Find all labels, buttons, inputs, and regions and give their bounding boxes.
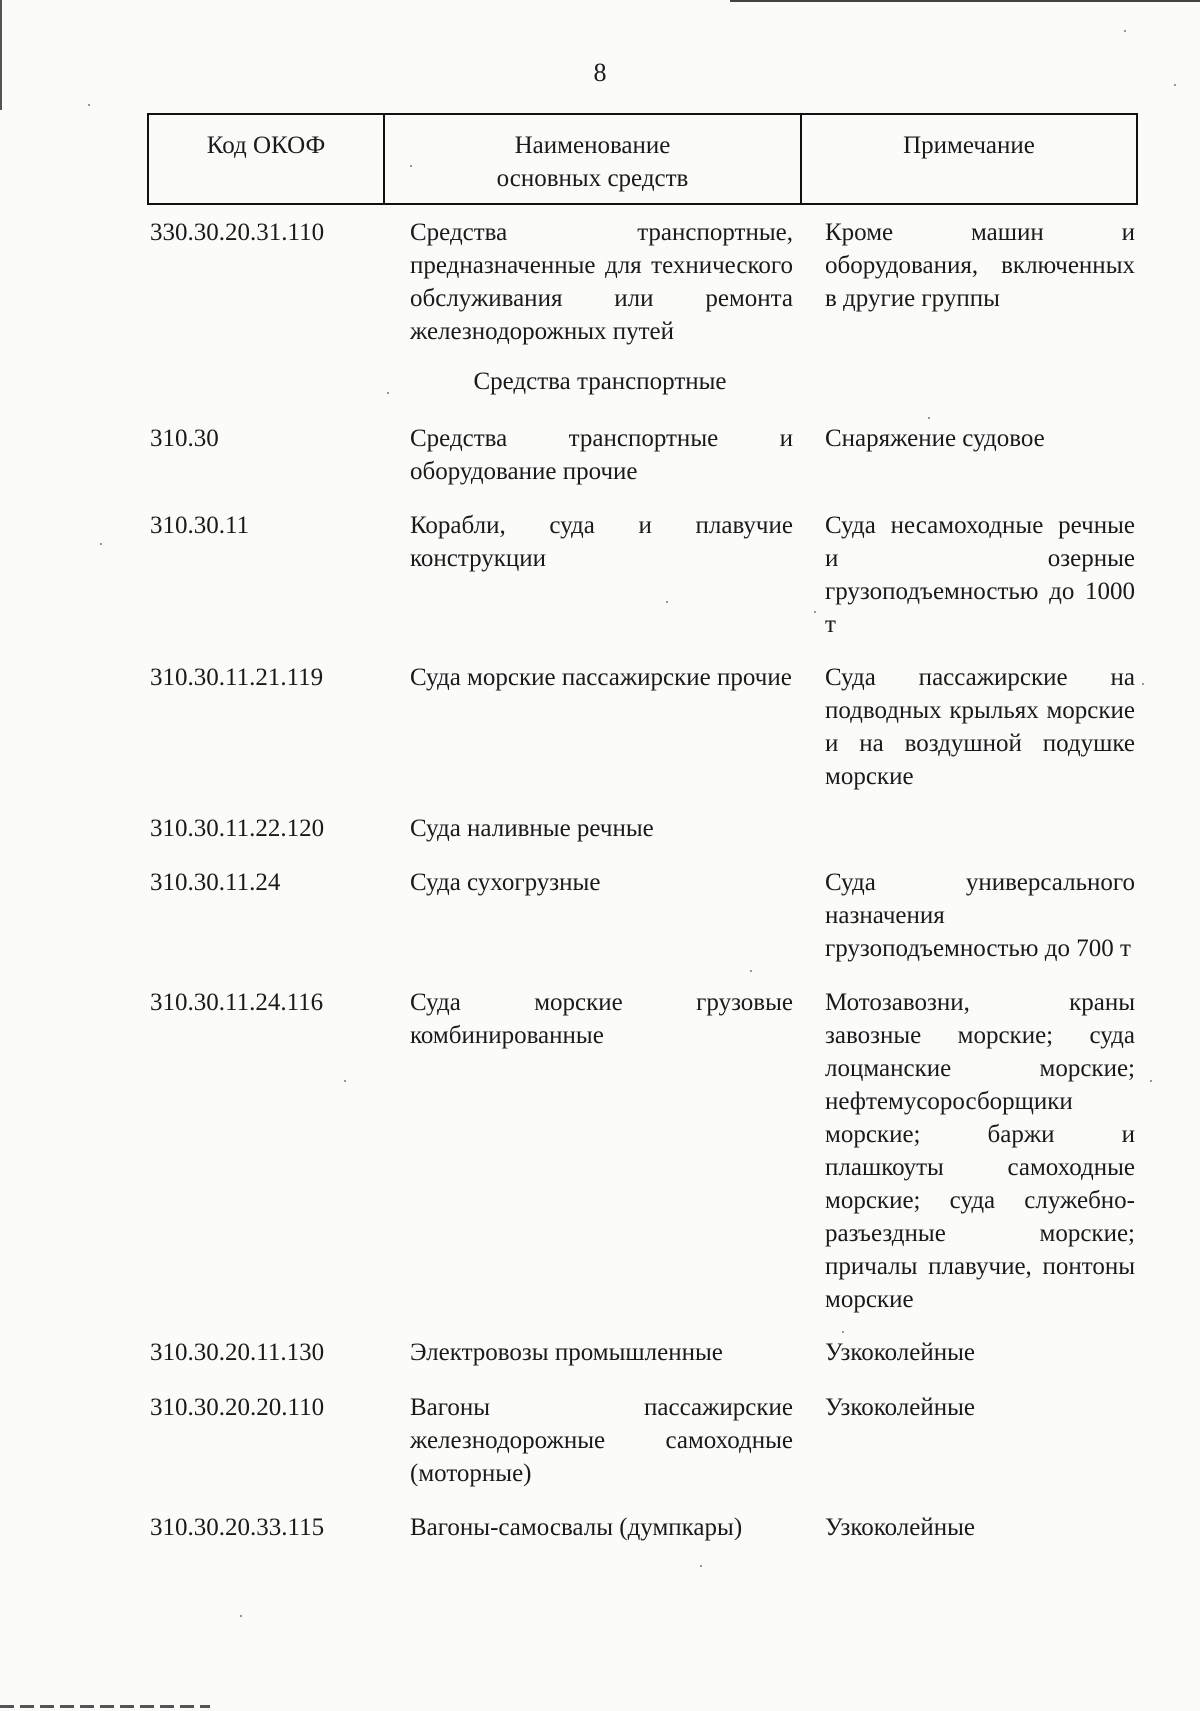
scan-edge-bottom xyxy=(0,1705,210,1708)
row-note: Узкоколейные xyxy=(825,1339,976,1366)
scan-speck xyxy=(700,1565,702,1567)
row-name: Электровозы промышленные xyxy=(410,1339,723,1366)
row-name: Средства транспортные и оборудование прочие xyxy=(410,425,793,485)
scan-speck xyxy=(344,1080,346,1082)
row-code: 310.30.11.22.120 xyxy=(150,815,325,842)
scan-speck xyxy=(100,543,102,545)
scan-speck xyxy=(240,1615,242,1617)
table-header xyxy=(147,113,1138,205)
header-code-label: Код ОКОФ xyxy=(206,132,326,159)
header-name-line2: основных средств xyxy=(496,165,689,192)
row-code: 310.30.11.21.119 xyxy=(150,664,324,691)
row-name: Суда морские грузовые комбинированные xyxy=(410,989,793,1049)
row-name: Средства транспортные, предназначенные для технического обслуживания или ремонта железнодорожных путей xyxy=(410,219,793,345)
scan-speck xyxy=(387,392,389,394)
scan-speck xyxy=(666,601,668,603)
header-name xyxy=(385,115,802,203)
page-number: 8 xyxy=(593,58,607,87)
row-name: Вагоны-самосвалы (думпкары) xyxy=(410,1514,743,1541)
scan-edge-top xyxy=(730,0,1200,2)
row-note: Узкоколейные xyxy=(825,1514,976,1541)
row-name: Корабли, суда и плавучие конструкции xyxy=(410,512,793,572)
row-note: Суда несамоходные речные и озерные грузоподъемностью до 1000 т xyxy=(825,512,1135,638)
row-name: Вагоны пассажирские железнодорожные самоходные (моторные) xyxy=(410,1394,793,1487)
header-note-label: Примечание xyxy=(903,132,1035,159)
scan-speck xyxy=(1174,84,1176,86)
scan-speck xyxy=(814,611,816,613)
header-name-label xyxy=(497,129,689,195)
header-code xyxy=(149,115,385,203)
scan-speck xyxy=(88,104,90,106)
row-name: Суда сухогрузные xyxy=(410,869,601,896)
scan-edge-left xyxy=(0,0,2,110)
header-name-line1: Наименование xyxy=(514,132,671,159)
scan-speck xyxy=(750,970,752,972)
row-code: 310.30.20.11.130 xyxy=(150,1339,325,1366)
row-note: Узкоколейные xyxy=(825,1394,976,1421)
row-note: Кроме машин и оборудования, включенных в другие группы xyxy=(825,219,1135,312)
row-code: 310.30.11.24 xyxy=(150,869,281,896)
section-heading: Средства транспортные xyxy=(473,368,727,395)
row-code: 310.30.11.24.116 xyxy=(150,989,324,1016)
row-note: Снаряжение судовое xyxy=(825,425,1045,452)
row-code: 310.30.11 xyxy=(150,512,250,539)
row-code: 330.30.20.31.110 xyxy=(150,219,325,246)
row-name: Суда морские пассажирские прочие xyxy=(410,664,792,691)
row-code: 310.30.20.33.115 xyxy=(150,1514,325,1541)
row-name: Суда наливные речные xyxy=(410,815,654,842)
scan-speck xyxy=(842,1331,844,1333)
scan-speck xyxy=(928,417,930,419)
row-note: Суда пассажирские на подводных крыльях морские и на воздушной подушке морские xyxy=(825,664,1135,790)
scan-speck xyxy=(1124,30,1126,32)
scan-speck xyxy=(1142,683,1144,685)
row-code: 310.30 xyxy=(150,425,219,452)
row-note: Суда универсального назначения грузоподъемностью до 700 т xyxy=(825,869,1135,962)
scan-speck xyxy=(1150,1080,1152,1082)
scan-speck xyxy=(410,165,412,167)
row-code: 310.30.20.20.110 xyxy=(150,1394,325,1421)
row-note: Мотозавозни, краны завозные морские; суда лоцманские морские; нефтемусоросборщики морские; баржи и плашкоуты самоходные морские; суда служебно-разъездные морские; причалы плавучие, понтоны морские xyxy=(825,989,1135,1313)
header-note xyxy=(802,115,1136,203)
